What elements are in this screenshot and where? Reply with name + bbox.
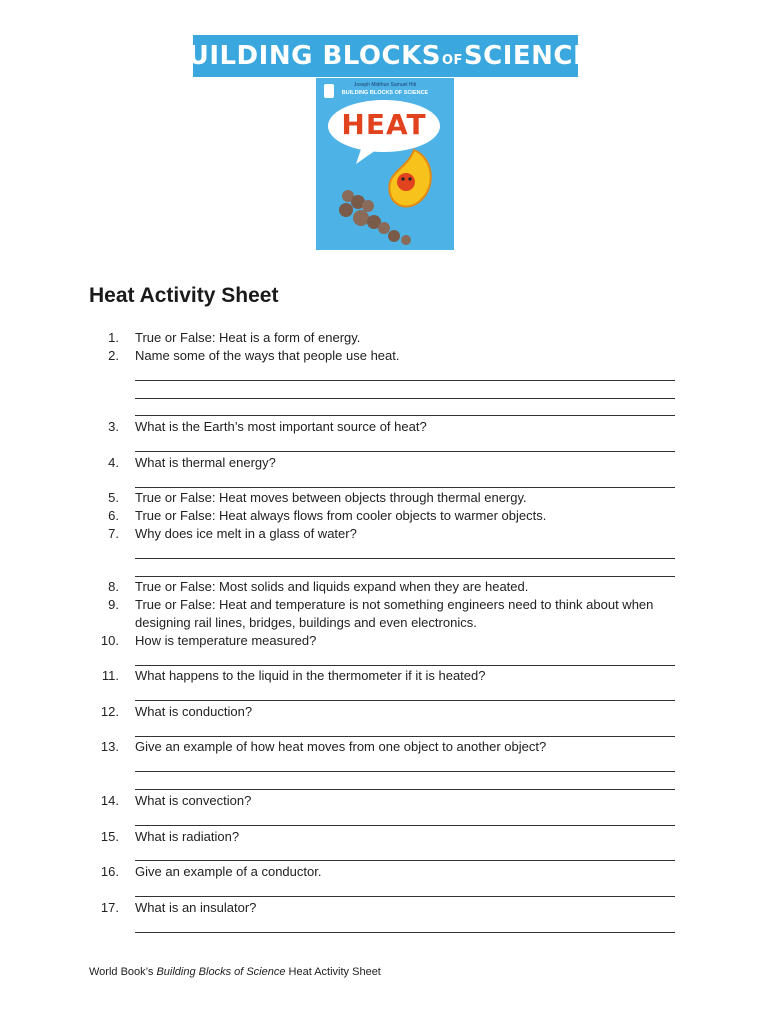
cover-series-name: BUILDING BLOCKS OF SCIENCE: [341, 90, 429, 96]
cover-illustration: [316, 78, 454, 250]
series-banner-text: BUILDING BLOCKSOFSCIENCE!: [167, 41, 604, 71]
answer-line[interactable]: [135, 451, 675, 452]
answer-line[interactable]: [135, 825, 675, 826]
answer-line[interactable]: [135, 896, 675, 897]
answer-line[interactable]: [135, 398, 675, 399]
answer-line[interactable]: [135, 665, 675, 666]
answer-line[interactable]: [135, 771, 675, 772]
series-banner: [167, 35, 604, 77]
book-cover: [316, 78, 454, 250]
answer-line[interactable]: [135, 415, 675, 416]
answer-line[interactable]: [135, 700, 675, 701]
answer-line[interactable]: [135, 558, 675, 559]
answer-line[interactable]: [135, 736, 675, 737]
cover-title: HEAT: [341, 108, 427, 141]
answer-line[interactable]: [135, 576, 675, 577]
answer-line[interactable]: [135, 860, 675, 861]
cover-authors: Joseph Midthun Samuel Hiti: [353, 82, 417, 88]
answer-line[interactable]: [135, 932, 675, 933]
answer-line[interactable]: [135, 380, 675, 381]
answer-line[interactable]: [135, 789, 675, 790]
answer-line[interactable]: [135, 487, 675, 488]
sheet-title: Heat Activity Sheet: [89, 284, 279, 307]
page-footer: World Book’s Building Blocks of Science Heat Activity Sheet: [89, 966, 381, 978]
